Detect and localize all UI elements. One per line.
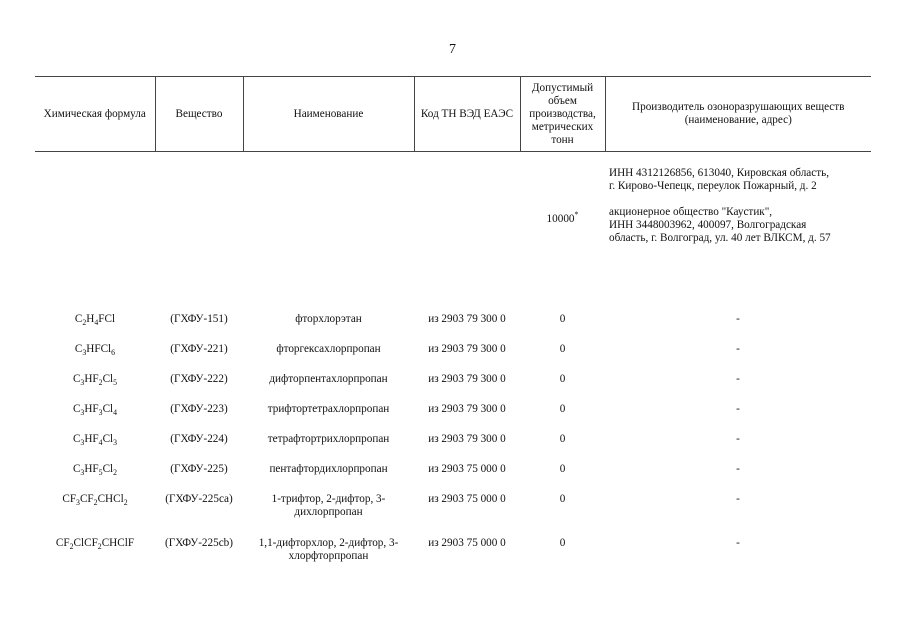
formula-part: Cl (102, 463, 114, 475)
formula-part: HFCl (86, 343, 112, 355)
formula-subscript: 5 (98, 468, 103, 477)
quantity-cell: 0 (559, 463, 566, 475)
formula-cell (35, 493, 155, 537)
table-row (35, 403, 871, 433)
name-cell: тетрафтортрихлорпропан (267, 433, 390, 445)
producer-2-line-3: область, г. Волгоград, ул. 40 лет ВЛКСМ, д. 57 (609, 232, 831, 244)
formula-cell (35, 313, 155, 343)
formula-subscript: 4 (94, 318, 99, 327)
formula-subscript: 3 (98, 408, 103, 417)
substance-cell: (ГХФУ-222) (170, 373, 228, 385)
producer-cell (605, 152, 871, 314)
footnote-mark: * (574, 210, 579, 219)
formula-part: C (74, 313, 83, 325)
formula-subscript: 3 (113, 438, 118, 447)
formula-part: HF (84, 403, 99, 415)
name-cell: пентафтордихлорпропан (269, 463, 388, 475)
formula-subscript: 6 (111, 348, 116, 357)
formula-subscript: 2 (113, 468, 118, 477)
name-cell: 1-трифтор, 2-дифтор, 3-дихлорпропан (271, 493, 386, 518)
code-cell: из 2903 79 300 0 (428, 313, 506, 325)
formula-subscript: 2 (97, 542, 102, 551)
formula-subscript: 3 (82, 348, 87, 357)
table-row (35, 493, 871, 537)
formula-subscript: 3 (80, 378, 85, 387)
table-row (35, 343, 871, 373)
producer-2-line-1: акционерное общество "Каустик", (609, 206, 773, 218)
code-cell: из 2903 75 000 0 (428, 493, 506, 505)
formula-part: HF (84, 373, 99, 385)
formula-part: CF (55, 537, 70, 549)
name-cell: фторгексахлорпропан (276, 343, 381, 355)
quantity-cell: 0 (559, 433, 566, 445)
header-substance: Вещество (155, 77, 243, 152)
code-cell: из 2903 79 300 0 (428, 403, 506, 415)
name-cell: трифтортетрахлорпропан (267, 403, 390, 415)
producer-cell: - (736, 537, 740, 549)
table-row (35, 373, 871, 403)
name-cell: фторхлорэтан (295, 313, 362, 325)
formula-subscript: 2 (93, 498, 98, 507)
name-cell: 1,1-дифторхлор, 2-дифтор, 3-хлорфторпропан (258, 537, 399, 562)
formula-subscript: 3 (76, 498, 80, 507)
formula-subscript: 2 (98, 378, 103, 387)
formula-cell (35, 463, 155, 493)
page-number: 7 (449, 42, 456, 57)
quantity-cell (520, 152, 605, 314)
quantity-cell: 0 (559, 537, 566, 549)
formula-part: CHCl (97, 493, 124, 505)
formula-part: C (74, 343, 83, 355)
quantity-cell: 0 (559, 493, 566, 505)
code-cell: из 2903 79 300 0 (428, 373, 506, 385)
substance-cell: (ГХФУ-224) (170, 433, 228, 445)
producer-cell: - (736, 433, 740, 445)
quantity-cell: 0 (559, 343, 566, 355)
name-cell: дифторпентахлорпропан (269, 373, 388, 385)
header-quantity: Допустимый объем производства, метрических тонн (520, 77, 605, 152)
formula-subscript: 3 (80, 438, 85, 447)
quantity-cell: 0 (559, 403, 566, 415)
formula-part: HF (84, 433, 99, 445)
table-row (35, 433, 871, 463)
substance-cell: (ГХФУ-221) (170, 343, 228, 355)
formula-subscript: 3 (80, 468, 85, 477)
formula-part: CHClF (101, 537, 135, 549)
producer-1-line-1: ИНН 4312126856, 613040, Кировская область, (609, 167, 830, 179)
formula-subscript: 2 (82, 318, 87, 327)
formula-part: CF (79, 493, 94, 505)
table-row (35, 537, 871, 581)
formula-subscript: 5 (113, 378, 118, 387)
table-header-row (35, 77, 871, 152)
header-code: Код ТН ВЭД ЕАЭС (414, 77, 520, 152)
producer-cell: - (736, 343, 740, 355)
formula-subscript: 3 (80, 408, 85, 417)
formula-part: Cl (102, 433, 114, 445)
code-cell: из 2903 79 300 0 (428, 343, 506, 355)
quantity-cell: 0 (559, 313, 566, 325)
formula-cell (35, 537, 155, 581)
producer-1-line-2: г. Кирово-Чепецк, переулок Пожарный, д. 2 (609, 180, 817, 192)
formula-part: H (86, 313, 95, 325)
formula-part: Cl (102, 373, 114, 385)
formula-subscript: 4 (113, 408, 118, 417)
producer-cell: - (736, 313, 740, 325)
formula-part: Cl (102, 403, 114, 415)
producer-cell: - (736, 493, 740, 505)
substance-cell: (ГХФУ-223) (170, 403, 228, 415)
header-formula: Химическая формула (35, 77, 155, 152)
formula-part: C (72, 403, 81, 415)
formula-part: ClCF (73, 537, 98, 549)
substance-cell: (ГХФУ-151) (170, 313, 228, 325)
formula-part: FCl (98, 313, 116, 325)
code-cell: из 2903 75 000 0 (428, 537, 506, 549)
formula-part: C (72, 433, 81, 445)
producer-cell: - (736, 373, 740, 385)
table-row-continued (35, 152, 871, 314)
formula-subscript: 2 (123, 498, 128, 507)
table-row (35, 313, 871, 343)
formula-cell (35, 343, 155, 373)
substance-cell: (ГХФУ-225са) (165, 493, 233, 505)
header-producer: Производитель озоноразрушающих веществ (наименование, адрес) (605, 77, 871, 152)
formula-subscript: 2 (69, 542, 74, 551)
formula-part: C (72, 463, 81, 475)
formula-subscript: 4 (98, 438, 103, 447)
producer-2-line-2: ИНН 3448003962, 400097, Волгоградская (609, 219, 807, 231)
formula-cell (35, 433, 155, 463)
substance-cell: (ГХФУ-225) (170, 463, 228, 475)
code-cell: из 2903 79 300 0 (428, 433, 506, 445)
header-name: Наименование (243, 77, 414, 152)
producer-cell: - (736, 463, 740, 475)
substance-cell: (ГХФУ-225cb) (165, 537, 233, 549)
formula-part: CF (62, 493, 77, 505)
producer-cell: - (736, 403, 740, 415)
table-row (35, 463, 871, 493)
quantity-cell: 0 (559, 373, 566, 385)
formula-part: HF (84, 463, 99, 475)
code-cell: из 2903 75 000 0 (428, 463, 506, 475)
formula-cell (35, 373, 155, 403)
ozone-substances-table (35, 76, 871, 581)
formula-cell (35, 403, 155, 433)
quantity-value: 10000 (546, 213, 575, 225)
formula-part: C (72, 373, 81, 385)
